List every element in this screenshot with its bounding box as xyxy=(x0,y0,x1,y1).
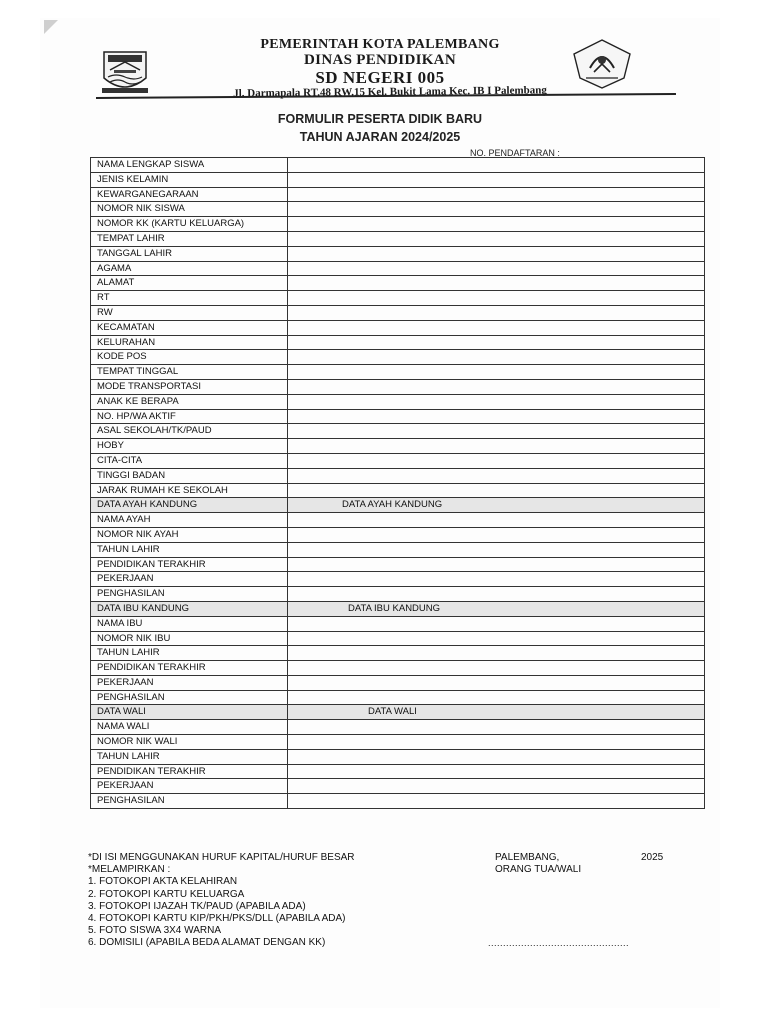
field-input[interactable] xyxy=(288,794,705,809)
form-row xyxy=(91,527,705,542)
footer-notes xyxy=(88,852,355,950)
signature-line: ............................................... xyxy=(488,938,630,948)
field-input[interactable] xyxy=(288,379,705,394)
form-row xyxy=(91,572,705,587)
field-input[interactable] xyxy=(288,483,705,498)
field-input[interactable] xyxy=(288,542,705,557)
government-name: PEMERINTAH KOTA PALEMBANG xyxy=(260,37,500,52)
field-label: KODE POS xyxy=(91,350,288,365)
field-input[interactable] xyxy=(288,424,705,439)
attachment-item: 2. FOTOKOPI KARTU KELUARGA xyxy=(88,888,245,900)
signatory-label: ORANG TUA/WALI xyxy=(495,864,582,875)
field-input[interactable] xyxy=(288,572,705,587)
form-row xyxy=(91,231,705,246)
field-label: ALAMAT xyxy=(91,276,288,291)
field-input[interactable] xyxy=(288,291,705,306)
form-row xyxy=(91,217,705,232)
field-label: ANAK KE BERAPA xyxy=(91,394,288,409)
form-row xyxy=(91,305,705,320)
form-row xyxy=(91,365,705,380)
form-row xyxy=(91,735,705,750)
field-label: NOMOR NIK IBU xyxy=(91,631,288,646)
form-row xyxy=(91,335,705,350)
field-label: NAMA LENGKAP SISWA xyxy=(91,158,288,173)
form-row xyxy=(91,513,705,528)
form-row xyxy=(91,794,705,809)
field-input[interactable] xyxy=(288,365,705,380)
field-input[interactable] xyxy=(288,158,705,173)
form-row xyxy=(91,675,705,690)
form-row xyxy=(91,557,705,572)
field-label: TAHUN LAHIR xyxy=(91,646,288,661)
form-row xyxy=(91,424,705,439)
registration-number-label: NO. PENDAFTARAN : xyxy=(470,148,560,158)
field-label: KECAMATAN xyxy=(91,320,288,335)
form-row xyxy=(91,453,705,468)
field-input[interactable] xyxy=(288,305,705,320)
form-row xyxy=(91,291,705,306)
field-input[interactable] xyxy=(288,749,705,764)
attachment-item: 1. FOTOKOPI AKTA KELAHIRAN xyxy=(88,876,238,888)
field-label: TANGGAL LAHIR xyxy=(91,246,288,261)
field-label: NAMA WALI xyxy=(91,720,288,735)
form-row xyxy=(91,749,705,764)
field-input[interactable] xyxy=(288,527,705,542)
academic-year: TAHUN AJARAN 2024/2025 xyxy=(299,130,461,144)
field-label: PENDIDIKAN TERAKHIR xyxy=(91,557,288,572)
field-input[interactable] xyxy=(288,261,705,276)
field-label: PEKERJAAN xyxy=(91,675,288,690)
section-label: DATA AYAH KANDUNG xyxy=(91,498,288,513)
form-row xyxy=(91,720,705,735)
field-input[interactable] xyxy=(288,335,705,350)
section-label: DATA WALI xyxy=(91,705,288,720)
field-label: RT xyxy=(91,291,288,306)
field-input[interactable] xyxy=(288,631,705,646)
form-title: FORMULIR PESERTA DIDIK BARU xyxy=(277,112,483,126)
field-input[interactable] xyxy=(288,557,705,572)
field-label: HOBY xyxy=(91,439,288,454)
form-row xyxy=(91,158,705,173)
palembang-city-emblem-icon xyxy=(100,42,150,96)
field-label: MODE TRANSPORTASI xyxy=(91,379,288,394)
attachment-item: 4. FOTOKOPI KARTU KIP/PKH/PKS/DLL (APABILA ADA) xyxy=(88,912,346,924)
section-header-row xyxy=(91,498,705,513)
form-row xyxy=(91,187,705,202)
note-capital-letters: *DI ISI MENGGUNAKAN HURUF KAPITAL/HURUF BESAR xyxy=(88,852,355,863)
form-row xyxy=(91,646,705,661)
letterhead xyxy=(0,0,768,110)
department-name: DINAS PENDIDIKAN xyxy=(304,52,456,68)
field-label: PENGHASILAN xyxy=(91,587,288,602)
field-label: PEKERJAAN xyxy=(91,779,288,794)
field-input[interactable] xyxy=(288,350,705,365)
field-input[interactable] xyxy=(288,453,705,468)
field-input[interactable] xyxy=(288,439,705,454)
field-label: NO. HP/WA AKTIF xyxy=(91,409,288,424)
field-input[interactable] xyxy=(288,764,705,779)
form-row xyxy=(91,350,705,365)
field-input[interactable] xyxy=(288,217,705,232)
field-input[interactable] xyxy=(288,779,705,794)
field-input[interactable] xyxy=(288,202,705,217)
form-row xyxy=(91,394,705,409)
field-input[interactable] xyxy=(288,187,705,202)
field-label: PENGHASILAN xyxy=(91,794,288,809)
field-label: NOMOR KK (KARTU KELUARGA) xyxy=(91,217,288,232)
form-row xyxy=(91,320,705,335)
field-input[interactable] xyxy=(288,720,705,735)
form-row xyxy=(91,587,705,602)
field-label: CITA-CITA xyxy=(91,453,288,468)
field-input[interactable] xyxy=(288,409,705,424)
school-address: Jl. Darmapala RT.48 RW.15 Kel. Bukit Lama Kec. IB I Palembang xyxy=(233,84,547,100)
form-row xyxy=(91,631,705,646)
form-row xyxy=(91,276,705,291)
field-input[interactable] xyxy=(288,646,705,661)
field-input[interactable] xyxy=(288,513,705,528)
field-label: RW xyxy=(91,305,288,320)
signature-city: PALEMBANG, xyxy=(495,852,560,863)
field-label: TEMPAT TINGGAL xyxy=(91,365,288,380)
field-label: NOMOR NIK SISWA xyxy=(91,202,288,217)
form-row xyxy=(91,779,705,794)
field-label: KEWARGANEGARAAN xyxy=(91,187,288,202)
school-name: SD NEGERI 005 xyxy=(315,68,445,87)
registration-form-table xyxy=(90,157,705,809)
attachment-item: 6. DOMISILI (APABILA BEDA ALAMAT DENGAN KK) xyxy=(88,937,326,949)
field-label: PENDIDIKAN TERAKHIR xyxy=(91,764,288,779)
field-label: PEKERJAAN xyxy=(91,572,288,587)
form-row xyxy=(91,468,705,483)
field-label: ASAL SEKOLAH/TK/PAUD xyxy=(91,424,288,439)
form-row xyxy=(91,542,705,557)
field-input[interactable] xyxy=(288,320,705,335)
form-row xyxy=(91,246,705,261)
form-row xyxy=(91,483,705,498)
form-row xyxy=(91,439,705,454)
form-row xyxy=(91,172,705,187)
field-label: NOMOR NIK WALI xyxy=(91,735,288,750)
field-input[interactable] xyxy=(288,276,705,291)
form-row xyxy=(91,261,705,276)
note-attachments-heading: *MELAMPIRKAN : xyxy=(88,864,171,876)
form-row xyxy=(91,379,705,394)
form-row xyxy=(91,690,705,705)
field-label: NAMA IBU xyxy=(91,616,288,631)
signature-year: 2025 xyxy=(641,852,664,863)
field-label: PENDIDIKAN TERAKHIR xyxy=(91,661,288,676)
field-input[interactable] xyxy=(288,468,705,483)
field-label: TAHUN LAHIR xyxy=(91,749,288,764)
field-input[interactable] xyxy=(288,172,705,187)
section-title: DATA IBU KANDUNG xyxy=(288,601,705,616)
section-title: DATA WALI xyxy=(288,705,705,720)
section-header-row xyxy=(91,705,705,720)
field-input[interactable] xyxy=(288,231,705,246)
field-label: PENGHASILAN xyxy=(91,690,288,705)
field-label: TEMPAT LAHIR xyxy=(91,231,288,246)
field-input[interactable] xyxy=(288,661,705,676)
section-header-row xyxy=(91,601,705,616)
field-label: TAHUN LAHIR xyxy=(91,542,288,557)
attachment-item: 3. FOTOKOPI IJAZAH TK/PAUD (APABILA ADA) xyxy=(88,900,306,912)
field-input[interactable] xyxy=(288,587,705,602)
form-row xyxy=(91,764,705,779)
field-label: NAMA AYAH xyxy=(91,513,288,528)
form-row xyxy=(91,202,705,217)
attachment-item: 5. FOTO SISWA 3X4 WARNA xyxy=(88,925,221,937)
field-label: JARAK RUMAH KE SEKOLAH xyxy=(91,483,288,498)
field-input[interactable] xyxy=(288,690,705,705)
form-row xyxy=(91,616,705,631)
field-input[interactable] xyxy=(288,616,705,631)
form-row xyxy=(91,409,705,424)
form-row xyxy=(91,661,705,676)
field-input[interactable] xyxy=(288,675,705,690)
field-input[interactable] xyxy=(288,246,705,261)
section-title: DATA AYAH KANDUNG xyxy=(288,498,705,513)
field-label: AGAMA xyxy=(91,261,288,276)
section-label: DATA IBU KANDUNG xyxy=(91,601,288,616)
field-label: NOMOR NIK AYAH xyxy=(91,527,288,542)
field-label: TINGGI BADAN xyxy=(91,468,288,483)
field-label: KELURAHAN xyxy=(91,335,288,350)
field-input[interactable] xyxy=(288,394,705,409)
field-input[interactable] xyxy=(288,735,705,750)
field-label: JENIS KELAMIN xyxy=(91,172,288,187)
